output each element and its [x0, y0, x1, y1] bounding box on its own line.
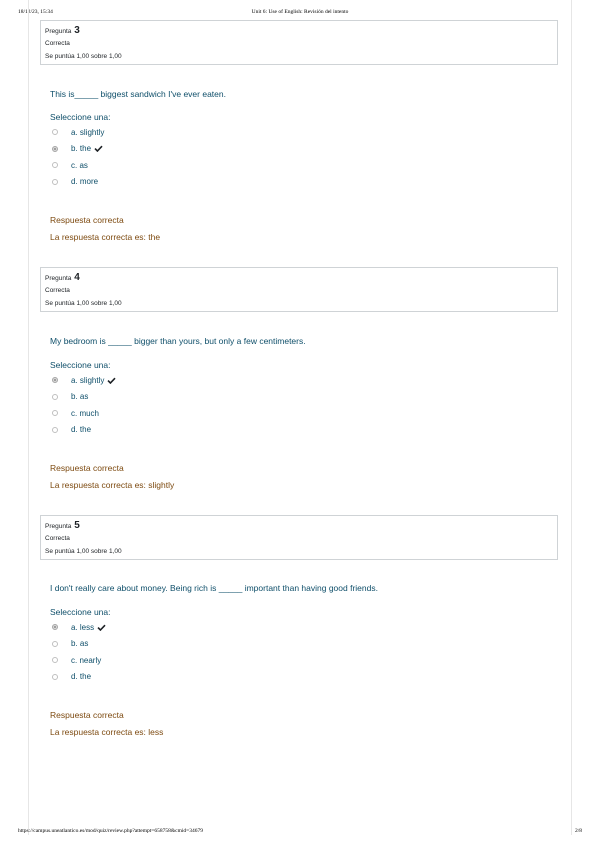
radio-button-selected[interactable]: [52, 377, 58, 383]
answer-option-a[interactable]: a. slightly: [52, 372, 116, 389]
answer-options: [52, 124, 104, 190]
question-grade: Se puntúa 1,00 sobre 1,00: [45, 300, 122, 307]
feedback-title: Respuesta correcta: [50, 463, 124, 473]
page-number: 2/8: [574, 828, 582, 834]
question-grade: Se puntúa 1,00 sobre 1,00: [45, 53, 122, 60]
radio-button[interactable]: [52, 179, 58, 185]
question-text: I don't really care about money. Being rich is _____ important than having good friends.: [50, 583, 378, 593]
question-text: This is_____ biggest sandwich I've ever eaten.: [50, 89, 226, 99]
select-prompt: Seleccione una:: [50, 607, 111, 617]
question-grade: Se puntúa 1,00 sobre 1,00: [45, 548, 122, 555]
check-icon: [97, 624, 106, 631]
question-state: Correcta: [45, 40, 70, 47]
answer-options: [52, 619, 106, 685]
feedback-title: Respuesta correcta: [50, 710, 124, 720]
answer-option-a[interactable]: a. slightly: [52, 124, 104, 141]
radio-button[interactable]: [52, 427, 58, 433]
question-info-box: [40, 267, 558, 312]
question-state: Correcta: [45, 287, 70, 294]
answer-option-c[interactable]: c. much: [52, 405, 116, 422]
question-number: 4: [74, 272, 80, 283]
radio-button[interactable]: [52, 162, 58, 168]
select-prompt: Seleccione una:: [50, 112, 111, 122]
question-number: 3: [74, 25, 80, 36]
check-icon: [94, 145, 103, 152]
feedback-title: Respuesta correcta: [50, 215, 124, 225]
print-date: 18/12/23, 15:34: [18, 9, 53, 15]
question-text: My bedroom is _____ bigger than yours, but only a few centimeters.: [50, 336, 306, 346]
answer-option-a[interactable]: a. less: [52, 619, 106, 636]
correct-answer-text: La respuesta correcta es: slightly: [50, 480, 175, 490]
radio-button-selected[interactable]: [52, 146, 58, 152]
question-label: Pregunta 5: [45, 520, 80, 531]
radio-button[interactable]: [52, 129, 58, 135]
question-info-box: [40, 515, 558, 560]
correct-answer-text: La respuesta correcta es: less: [50, 727, 164, 737]
question-label: Pregunta 4: [45, 272, 80, 283]
check-icon: [107, 377, 116, 384]
radio-button[interactable]: [52, 410, 58, 416]
question-state: Correcta: [45, 535, 70, 542]
print-title: Unit 6: Use of English: Revisión del intento: [251, 9, 349, 15]
question-number: 5: [74, 520, 80, 531]
answer-options: [52, 372, 116, 438]
answer-option-b[interactable]: b. the: [52, 141, 104, 158]
answer-option-d[interactable]: d. the: [52, 669, 106, 686]
radio-button[interactable]: [52, 394, 58, 400]
answer-option-d[interactable]: d. the: [52, 422, 116, 439]
radio-button[interactable]: [52, 657, 58, 663]
correct-answer-text: La respuesta correcta es: the: [50, 232, 161, 242]
radio-button[interactable]: [52, 641, 58, 647]
radio-button[interactable]: [52, 674, 58, 680]
answer-option-b[interactable]: b. as: [52, 389, 116, 406]
answer-option-c[interactable]: c. nearly: [52, 652, 106, 669]
question-info-box: [40, 20, 558, 65]
answer-option-d[interactable]: d. more: [52, 174, 104, 191]
print-footer: [18, 828, 582, 838]
answer-option-b[interactable]: b. as: [52, 636, 106, 653]
select-prompt: Seleccione una:: [50, 360, 111, 370]
answer-option-c[interactable]: c. as: [52, 157, 104, 174]
question-label: Pregunta 3: [45, 25, 80, 36]
radio-button-selected[interactable]: [52, 624, 58, 630]
print-url[interactable]: https://campus.uneatlantico.es/mod/quiz/review.php?attempt=658758&cmid=34679: [18, 828, 204, 834]
quiz-review-content: [28, 0, 572, 835]
